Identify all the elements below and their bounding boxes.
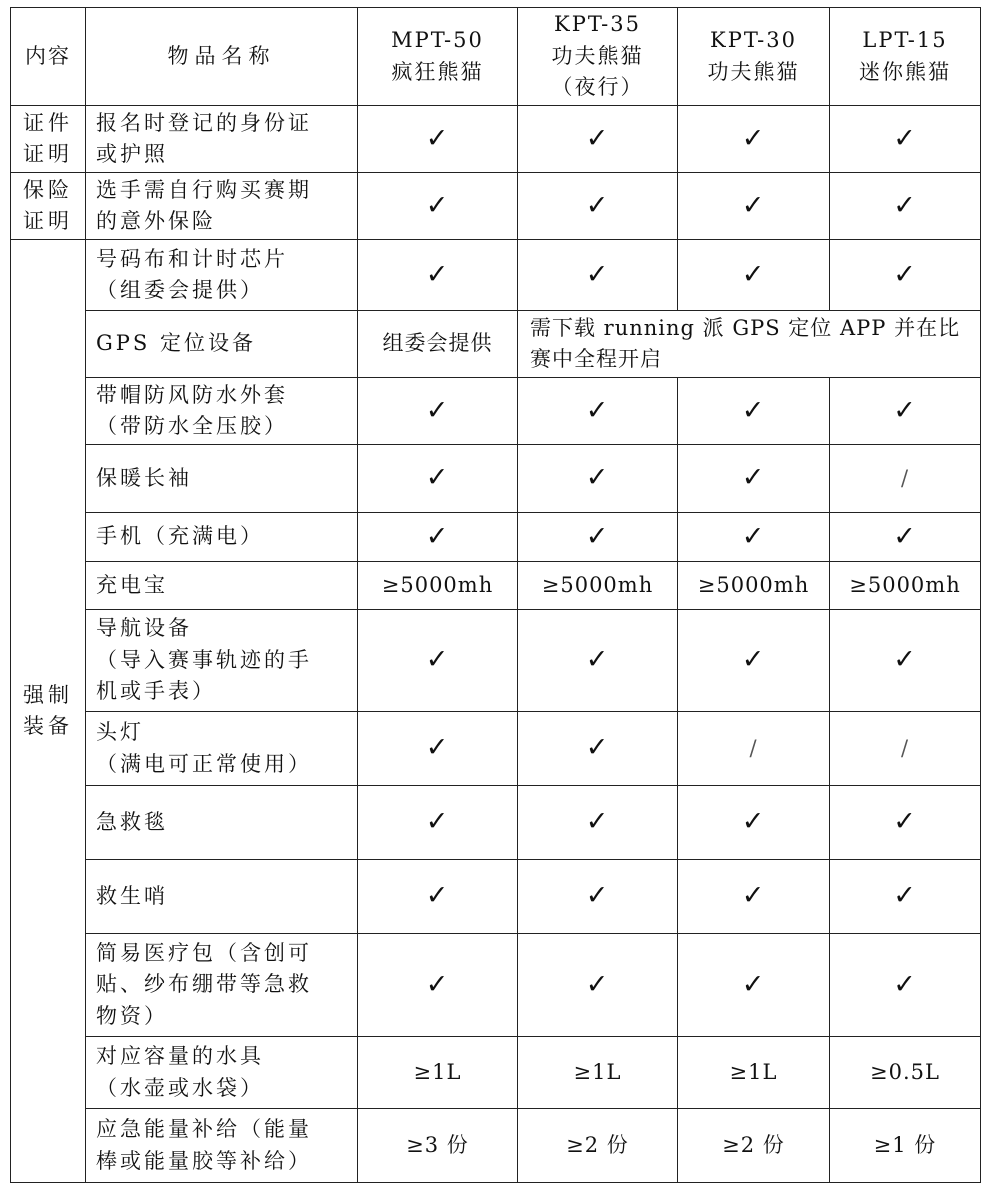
table-row — [11, 1109, 981, 1183]
value-mpt50: ✓ — [358, 106, 518, 173]
value-lpt15: / — [830, 712, 981, 786]
value-kpt30: ✓ — [678, 173, 830, 240]
header-row — [11, 8, 981, 106]
item-name: 应急能量补给（能量 棒或能量胶等补给） — [86, 1109, 358, 1183]
table-row — [11, 1037, 981, 1109]
value-kpt35: ✓ — [518, 106, 678, 173]
value-kpt30: ✓ — [678, 786, 830, 860]
value-kpt30: ✓ — [678, 106, 830, 173]
group-mandatory: 强制 装备 — [11, 240, 86, 1183]
table-row — [11, 712, 981, 786]
value-kpt35: ✓ — [518, 173, 678, 240]
value-mpt50: ✓ — [358, 934, 518, 1037]
table-row — [11, 513, 981, 562]
table-row — [11, 311, 981, 378]
value-kpt30: ✓ — [678, 610, 830, 712]
value-mpt50: ✓ — [358, 378, 518, 445]
value-lpt15: ≥0.5L — [830, 1037, 981, 1109]
value-lpt15: ✓ — [830, 173, 981, 240]
item-name: 头灯 （满电可正常使用） — [86, 712, 358, 786]
value-mpt50: ≥5000mh — [358, 562, 518, 610]
item-name: 保暖长袖 — [86, 445, 358, 513]
value-kpt35: ✓ — [518, 240, 678, 311]
value-kpt35: ✓ — [518, 934, 678, 1037]
item-name: 带帽防风防水外套 （带防水全压胶） — [86, 378, 358, 445]
header-content: 内容 — [11, 8, 86, 106]
header-mpt50: MPT-50 疯狂熊猫 — [358, 8, 518, 106]
value-kpt30: ≥1L — [678, 1037, 830, 1109]
value-lpt15: ✓ — [830, 610, 981, 712]
header-lpt15: LPT-15 迷你熊猫 — [830, 8, 981, 106]
value-mpt50: ✓ — [358, 445, 518, 513]
value-lpt15: ✓ — [830, 240, 981, 311]
table-row — [11, 378, 981, 445]
value-kpt30: ✓ — [678, 378, 830, 445]
item-name: 号码布和计时芯片 （组委会提供） — [86, 240, 358, 311]
value-kpt30: ✓ — [678, 445, 830, 513]
value-kpt30: / — [678, 712, 830, 786]
value-mpt50: ≥3 份 — [358, 1109, 518, 1183]
value-kpt35: ✓ — [518, 786, 678, 860]
table-row — [11, 240, 981, 311]
value-lpt15: ≥1 份 — [830, 1109, 981, 1183]
value-kpt30: ✓ — [678, 240, 830, 311]
value-lpt15: ✓ — [830, 860, 981, 934]
value-mpt50: ✓ — [358, 860, 518, 934]
value-kpt30: ✓ — [678, 860, 830, 934]
value-mpt50: ✓ — [358, 173, 518, 240]
value-mpt50: 组委会提供 — [358, 311, 518, 378]
table-row — [11, 445, 981, 513]
value-mpt50: ✓ — [358, 513, 518, 562]
item-name: 简易医疗包（含创可 贴、纱布绷带等急救 物资） — [86, 934, 358, 1037]
table-row — [11, 562, 981, 610]
table-row — [11, 934, 981, 1037]
value-kpt35: ✓ — [518, 513, 678, 562]
header-kpt30: KPT-30 功夫熊猫 — [678, 8, 830, 106]
value-kpt35: ≥1L — [518, 1037, 678, 1109]
table-row — [11, 860, 981, 934]
value-kpt35: ✓ — [518, 445, 678, 513]
value-mpt50: ≥1L — [358, 1037, 518, 1109]
equipment-table — [10, 7, 981, 1183]
value-kpt30: ≥2 份 — [678, 1109, 830, 1183]
item-name: 导航设备 （导入赛事轨迹的手 机或手表） — [86, 610, 358, 712]
value-lpt15: ✓ — [830, 934, 981, 1037]
value-lpt15: / — [830, 445, 981, 513]
value-kpt30: ≥5000mh — [678, 562, 830, 610]
value-mpt50: ✓ — [358, 610, 518, 712]
item-name: 救生哨 — [86, 860, 358, 934]
item-name: 充电宝 — [86, 562, 358, 610]
value-mpt50: ✓ — [358, 240, 518, 311]
value-mpt50: ✓ — [358, 786, 518, 860]
table-row — [11, 173, 981, 240]
value-lpt15: ✓ — [830, 513, 981, 562]
value-kpt35: ✓ — [518, 860, 678, 934]
value-lpt15: ✓ — [830, 106, 981, 173]
value-kpt30: ✓ — [678, 934, 830, 1037]
value-lpt15: ✓ — [830, 378, 981, 445]
value-lpt15: ✓ — [830, 786, 981, 860]
item-name: 急救毯 — [86, 786, 358, 860]
item-name: 手机（充满电） — [86, 513, 358, 562]
header-item-name: 物品名称 — [86, 8, 358, 106]
header-kpt35: KPT-35 功夫熊猫 （夜行） — [518, 8, 678, 106]
value-kpt35: ≥5000mh — [518, 562, 678, 610]
item-name: 选手需自行购买赛期 的意外保险 — [86, 173, 358, 240]
table-row — [11, 786, 981, 860]
value-app-note: 需下载 running 派 GPS 定位 APP 并在比赛中全程开启 — [518, 311, 981, 378]
value-kpt35: ≥2 份 — [518, 1109, 678, 1183]
table-row — [11, 610, 981, 712]
value-kpt30: ✓ — [678, 513, 830, 562]
value-lpt15: ≥5000mh — [830, 562, 981, 610]
group-insurance-proof: 保险 证明 — [11, 173, 86, 240]
item-name: GPS 定位设备 — [86, 311, 358, 378]
item-name: 对应容量的水具 （水壶或水袋） — [86, 1037, 358, 1109]
group-id-proof: 证件 证明 — [11, 106, 86, 173]
value-kpt35: ✓ — [518, 378, 678, 445]
value-mpt50: ✓ — [358, 712, 518, 786]
table-row — [11, 106, 981, 173]
value-kpt35: ✓ — [518, 610, 678, 712]
item-name: 报名时登记的身份证 或护照 — [86, 106, 358, 173]
value-kpt35: ✓ — [518, 712, 678, 786]
